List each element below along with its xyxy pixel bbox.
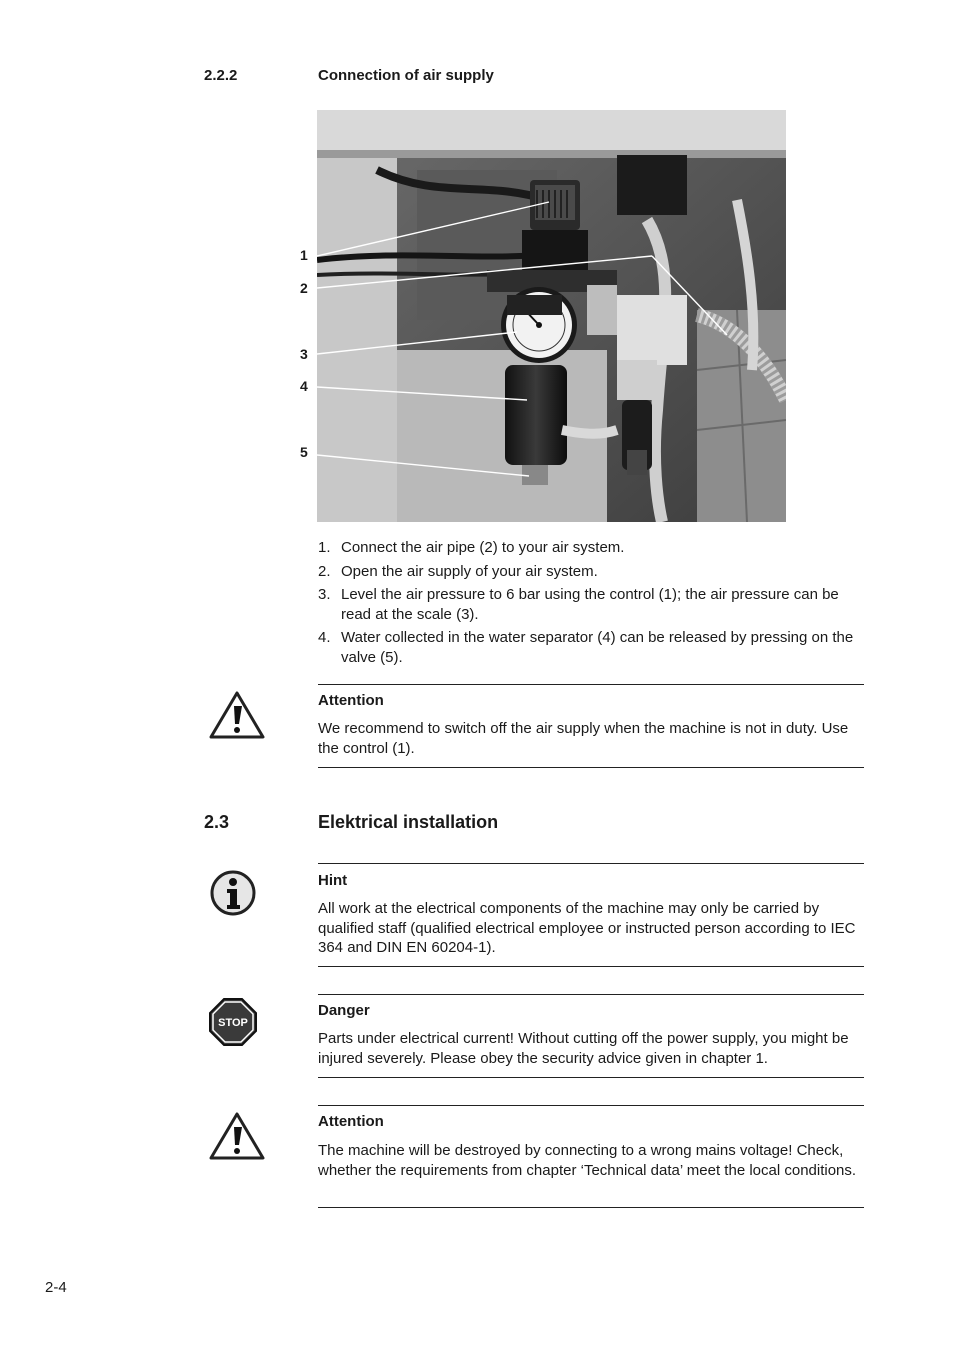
list-item: 2. Open the air supply of your air system.: [318, 562, 598, 580]
list-item: 1. Connect the air pipe (2) to your air system.: [318, 539, 625, 556]
stop-sign-text: STOP: [218, 1017, 248, 1029]
steps-list: [318, 538, 864, 671]
air-supply-photo: [317, 110, 786, 522]
divider: [318, 966, 864, 967]
hint-text: All work at the electrical components of the machine may only be carried by qualified staff (qualified electrical employee or instructed person according to IEC 364 and DIN EN 60204-1).: [318, 900, 856, 956]
divider: [318, 1077, 864, 1078]
attention-title: Attention: [318, 692, 384, 709]
divider: [318, 994, 864, 995]
divider: [318, 863, 864, 864]
warning-triangle-icon: [209, 1111, 265, 1161]
danger-title: Danger: [318, 1002, 370, 1019]
attention-text: The machine will be destroyed by connecting to a wrong mains voltage! Check, whether the requirements from chapter ‘Technical data’ meet the local conditions.: [318, 1142, 857, 1179]
list-item: 4. Water collected in the water separator (4) can be released by pressing on the valve (5).: [318, 629, 854, 666]
callout-3: 3: [300, 346, 308, 362]
hint-title: Hint: [318, 872, 348, 889]
warning-triangle-icon: [209, 690, 265, 740]
page-number: 2-4: [45, 1279, 67, 1296]
section-number: 2.2.2: [204, 67, 238, 84]
divider: [318, 1207, 864, 1208]
list-item: 3. Level the air pressure to 6 bar using the control (1); the air pressure can be read at the scale (3).: [318, 586, 839, 623]
section-title: Elektrical installation: [318, 812, 499, 832]
divider: [318, 1105, 864, 1106]
callout-2: 2: [300, 280, 308, 296]
stop-sign-icon: [208, 997, 258, 1047]
attention-text: We recommend to switch off the air supply when the machine is not in duty. Use the control (1).: [318, 720, 849, 757]
divider: [318, 767, 864, 768]
callout-4: 4: [300, 378, 308, 394]
danger-text: Parts under electrical current! Without cutting off the power supply, you might be injured severely. Please obey the security advice given in chapter 1.: [318, 1030, 849, 1067]
section-title: Connection of air supply: [318, 67, 494, 84]
info-icon: [209, 869, 257, 917]
callout-5: 5: [300, 444, 308, 460]
attention-title: Attention: [318, 1113, 384, 1130]
divider: [318, 684, 864, 685]
callout-1: 1: [300, 247, 308, 263]
section-number: 2.3: [204, 812, 230, 832]
